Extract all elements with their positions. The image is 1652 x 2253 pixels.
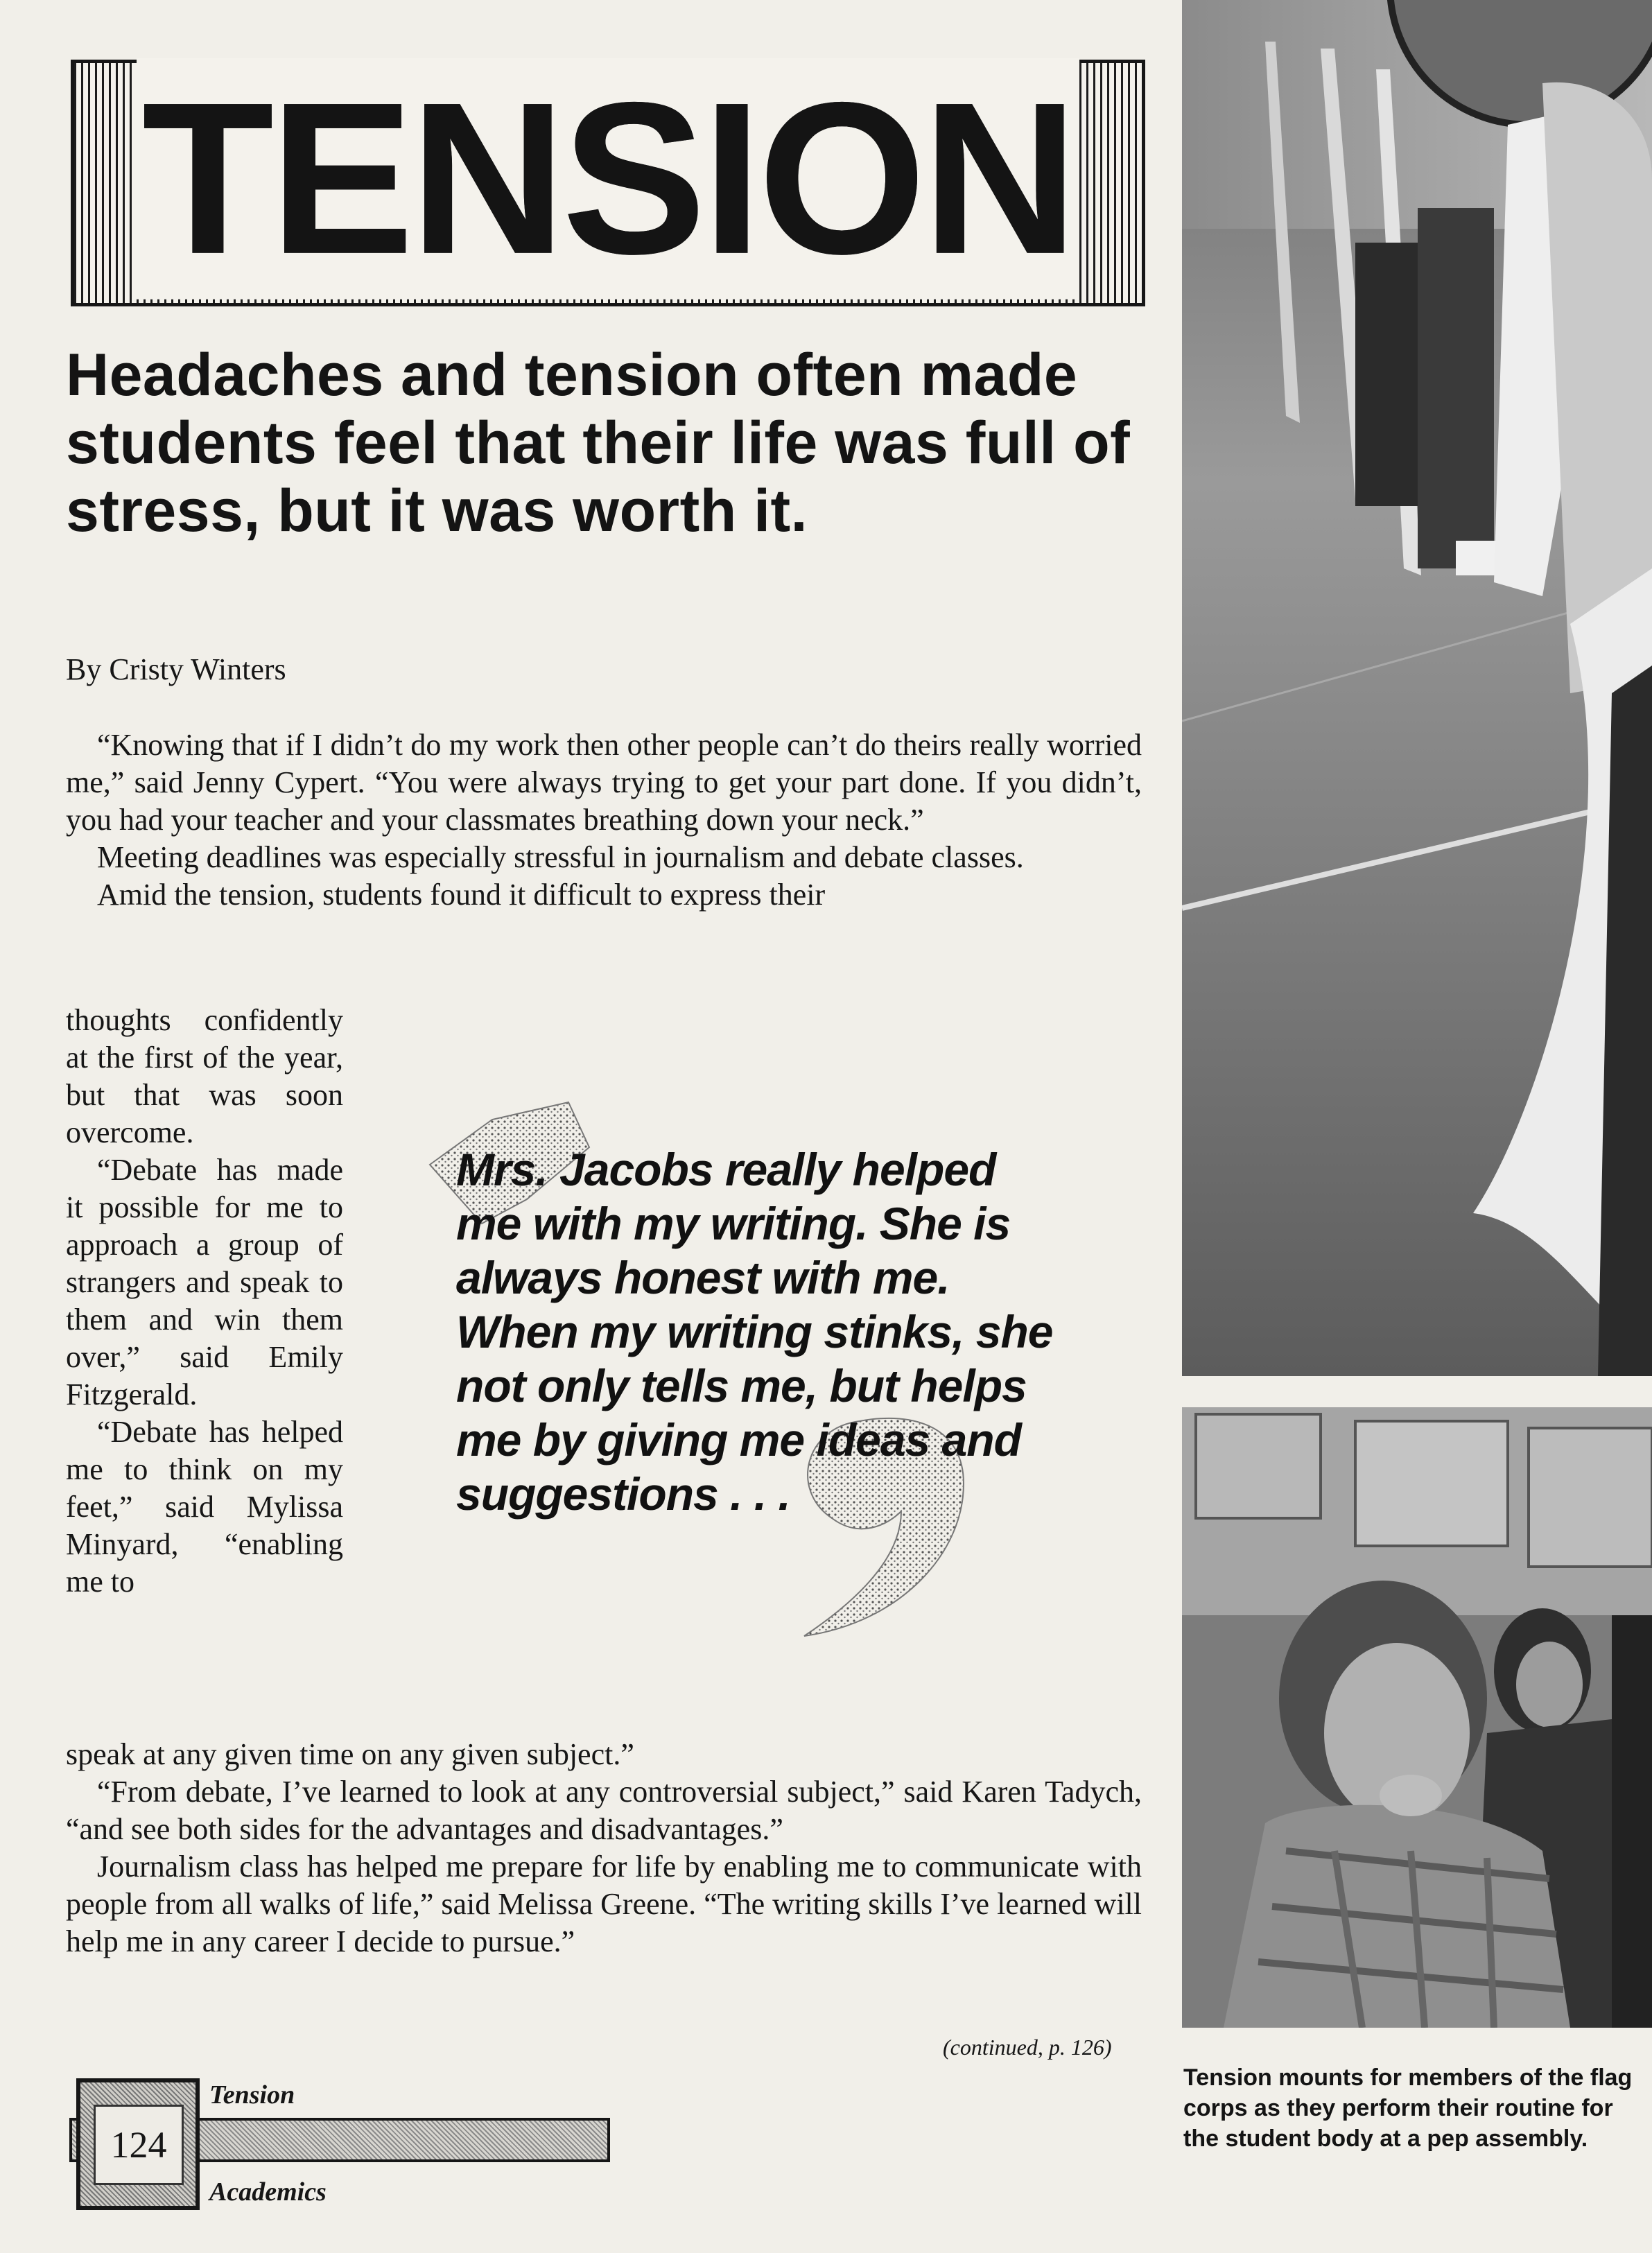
page-number: 124 [94, 2105, 184, 2185]
paragraph: “From debate, I’ve learned to look at any controversial subject,” said Karen Tadych, “and see both sides for the advantages and disadvantages.” [66, 1775, 1142, 1846]
article-body-bottom [66, 1736, 1142, 1960]
paragraph: thoughts confidently at the first of the year, but that was soon overcome. [66, 1003, 343, 1149]
article-body-narrow [66, 1002, 343, 1601]
paragraph: Amid the tension, students found it difficult to express their [97, 878, 826, 912]
paragraph: speak at any given time on any given subject.” [66, 1737, 634, 1771]
flag-corps-photo [1182, 0, 1652, 1376]
paragraph: Meeting deadlines was especially stressful in journalism and debate classes. [97, 840, 1024, 874]
paragraph: “Debate has helped me to think on my feet,” said Mylissa Minyard, “enabling me to [66, 1415, 343, 1599]
paragraph: “Debate has made it possible for me to approach a group of strangers and speak to them and win them over,” said Emily Fitzgerald. [66, 1153, 343, 1411]
headline: Headaches and tension often made students feel that their life was full of stress, but it was worth it. [66, 342, 1131, 544]
byline: By Cristy Winters [66, 652, 286, 686]
classroom-photo [1182, 1407, 1652, 2028]
folio-section: Tension [209, 2080, 295, 2110]
folio-subsection: Academics [209, 2177, 327, 2207]
photo-caption: Tension mounts for members of the flag corps as they perform their routine for the student body at a pep assembly. [1183, 2064, 1633, 2152]
pull-quote: Mrs. Jacobs really helped me with my writing. She is always honest with me. When my writing stinks, she not only tells me, but helps me by giving me ideas and suggestions . . . [456, 1144, 1053, 1520]
paragraph: “Knowing that if I didn’t do my work then other people can’t do theirs really worried me,” said Jenny Cypert. “You were always trying to get your part done. If you didn’t, you had your teacher and your classmates breathing down your neck.” [66, 728, 1142, 837]
title-banner [71, 60, 1145, 306]
continued-note: (continued, p. 126) [943, 2035, 1112, 2060]
page-title: TENSION [137, 58, 1080, 299]
paragraph: Journalism class has helped me prepare for life by enabling me to communicate with people from all walks of life,” said Melissa Greene. “The writing skills I’ve learned will help me in any career I decide to pursue.” [66, 1850, 1142, 1958]
article-body-top [66, 727, 1142, 914]
